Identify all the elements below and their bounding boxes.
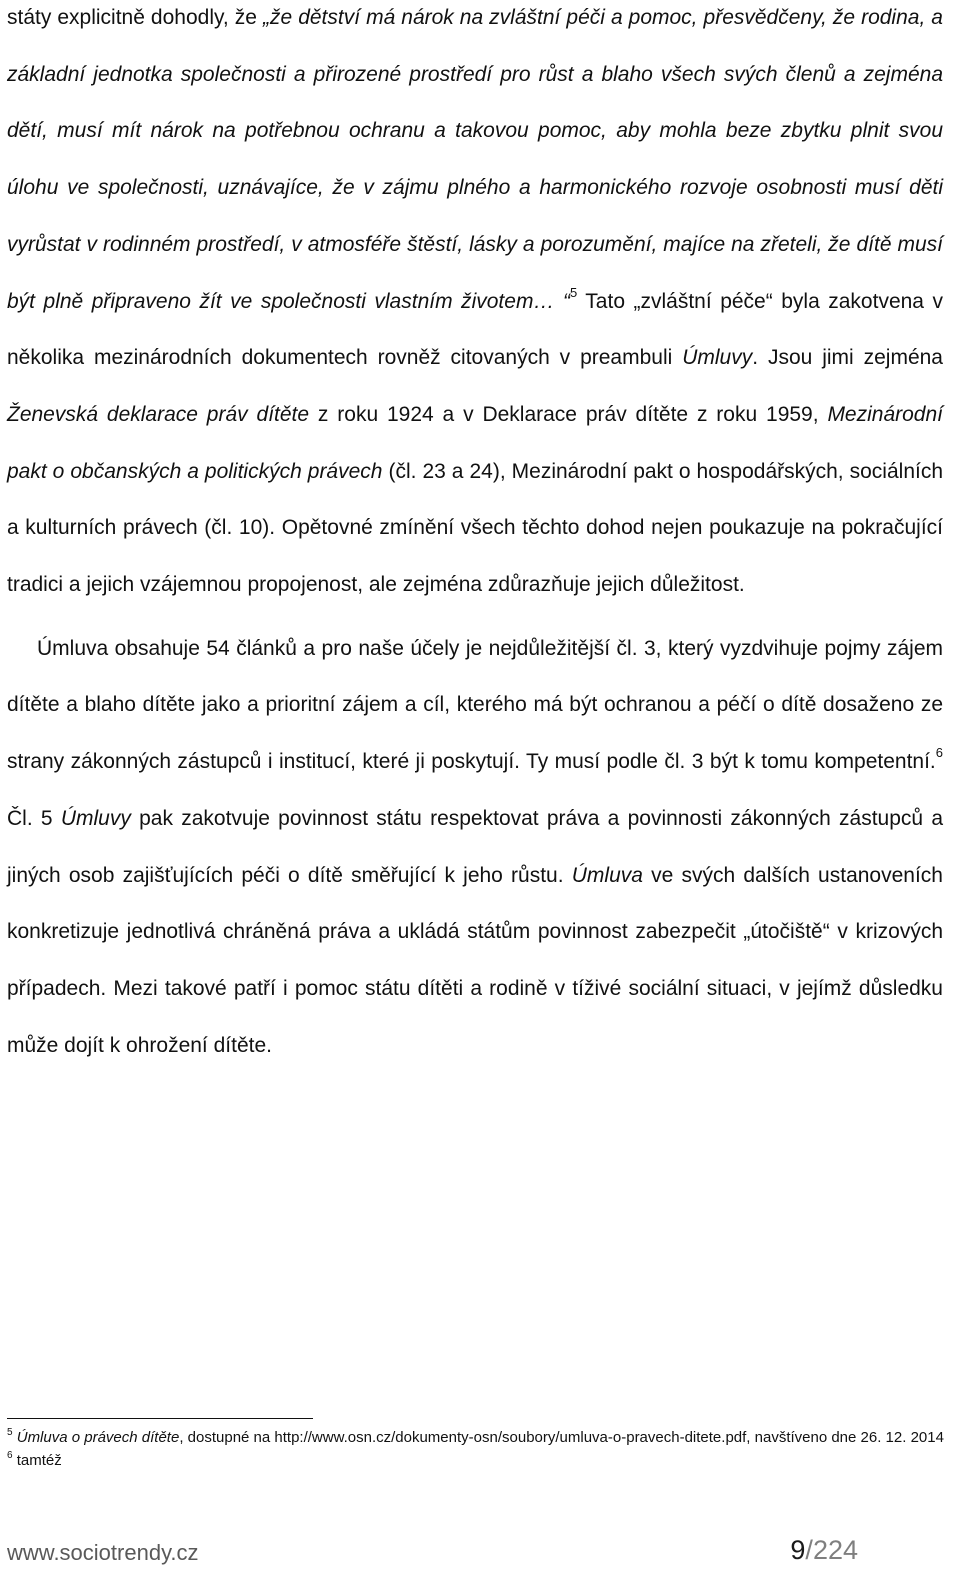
footnote-text: tamtéž bbox=[16, 1452, 62, 1469]
text-span: . Jsou jimi zejména bbox=[752, 346, 943, 370]
footnote-number: 5 bbox=[7, 1427, 13, 1438]
paragraph-2 bbox=[7, 621, 943, 1075]
footer-website: www.sociotrendy.cz bbox=[7, 1540, 199, 1565]
quotation: „že dětství má nárok na zvláštní péči a pomoc, přesvědčeny, že rodina, a základní jednotka společnosti a přirozené prostředí pro růst a blaho všech svých členů a zejména dětí, musí mít nárok na potřebnou ochranu a takovou pomoc, aby mohla beze zbytku plnit svou úlohu ve společnosti, uznávajíce, že v zájmu plného a harmonického rozvoje osobnosti musí děti vyrůstat v rodinném prostředí, v atmosféře štěstí, lásky a porozumění, majíce na zřeteli, že dítě musí být plně připraveno žít ve společnosti vlastním životem… “ bbox=[7, 6, 943, 313]
italic-term: Úmluvy bbox=[682, 346, 753, 370]
text-span: státy explicitně dohodly, že bbox=[7, 6, 263, 29]
page-number bbox=[790, 1535, 858, 1566]
text-span: Tato „zvláštní péče“ byla zakotvena v několika mezinárodních dokumentech rovněž citovaných v preambuli bbox=[7, 289, 943, 370]
footnote-5 bbox=[7, 1426, 947, 1449]
footnote-6 bbox=[7, 1449, 947, 1472]
footnote-text: , dostupné na http://www.osn.cz/dokumenty-osn/soubory/umluva-o-pravech-ditete.pdf, navštíveno dne 26. 12. 2014 bbox=[179, 1429, 944, 1446]
footnote-ref-5: 5 bbox=[569, 284, 578, 300]
paragraph-1 bbox=[7, 0, 943, 614]
body-text bbox=[7, 0, 943, 1074]
footnote-title: Úmluva o právech dítěte bbox=[16, 1429, 180, 1446]
text-span: z roku 1924 a v Deklarace práv dítěte z roku 1959, bbox=[309, 402, 828, 426]
italic-term: Mezinárodní pakt o občanských a politických právech bbox=[7, 402, 943, 483]
page-separator: / bbox=[805, 1535, 813, 1565]
footnote-number: 6 bbox=[7, 1450, 13, 1461]
page-total: 224 bbox=[812, 1535, 858, 1565]
footnote-ref-6: 6 bbox=[935, 745, 943, 761]
italic-term: Úmluvy bbox=[60, 806, 131, 830]
footnote-separator bbox=[7, 1418, 313, 1419]
italic-term: Úmluva bbox=[571, 863, 643, 887]
italic-term: Ženevská deklarace práv dítěte bbox=[7, 402, 310, 426]
text-span: ve svých dalších ustanoveních konkretizuje jednotlivá chráněná práva a ukládá státům povinnost zabezpečit „útočiště“ v krizových případech. Mezi takové patří i pomoc státu dítěti a rodině v tíživé sociální situaci, v jejímž důsledku může dojít k ohrožení dítěte. bbox=[7, 863, 943, 1057]
text-span: (čl. 23 a 24), Mezinárodní pakt o hospodářských, sociálních a kulturních právech (čl. 10). Opětovné zmínění všech těchto dohod nejen poukazuje na pokračující tradici a jejich vzájemnou propojenost, ale zejména zdůrazňuje jejich důležitost. bbox=[7, 459, 944, 597]
page-current: 9 bbox=[790, 1535, 806, 1565]
footnotes bbox=[7, 1426, 947, 1472]
text-span: pak zakotvuje povinnost státu respektovat práva a povinnosti zákonných zástupců a jiných osob zajišťujících péči o dítě směřující k jeho růstu. bbox=[7, 806, 944, 887]
text-span: Čl. 5 bbox=[7, 806, 61, 830]
text-span: Úmluva obsahuje 54 článků a pro naše účely je nejdůležitější čl. 3, který vyzdvihuje pojmy zájem dítěte a blaho dítěte jako a prioritní zájem a cíl, kterého má být ochranou a péčí o dítě dosaženo ze strany zákonných zástupců i institucí, které ji poskytují. Ty musí podle čl. 3 být k tomu kompetentní. bbox=[7, 636, 943, 774]
